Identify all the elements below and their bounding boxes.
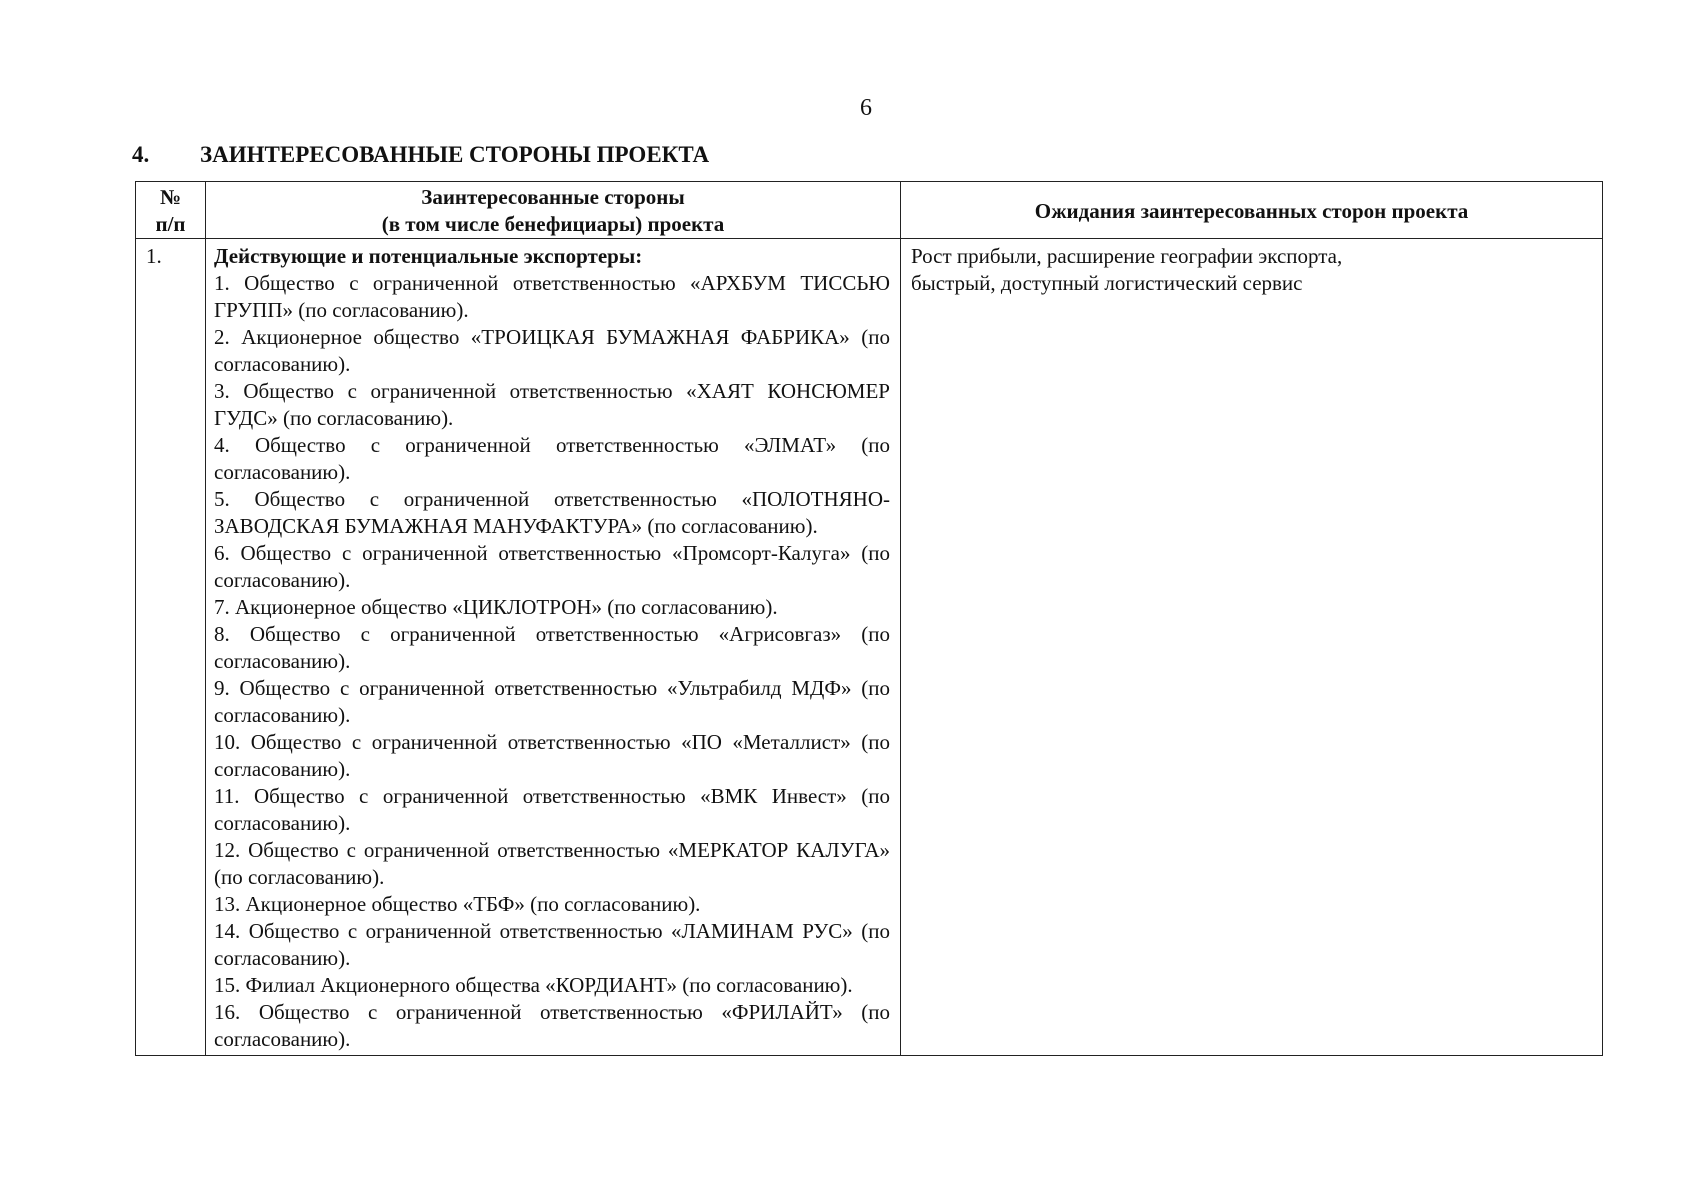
party-item: 16. Общество с ограниченной ответственностью «ФРИЛАЙТ» (по согласованию). — [214, 1000, 890, 1051]
page-number: 6 — [860, 95, 872, 121]
party-item: 2. Акционерное общество «ТРОИЦКАЯ БУМАЖНАЯ ФАБРИКА» (по согласованию). — [214, 325, 890, 376]
expectation-line: быстрый, доступный логистический сервис — [911, 271, 1303, 295]
section-title: ЗАИНТЕРЕСОВАННЫЕ СТОРОНЫ ПРОЕКТА — [200, 142, 710, 167]
party-item: 12. Общество с ограниченной ответственностью «МЕРКАТОР КАЛУГА» (по согласованию). — [214, 838, 890, 889]
party-item: 13. Акционерное общество «ТБФ» (по согласованию). — [214, 892, 701, 916]
row-expectations — [901, 239, 1603, 1056]
table-header-row — [136, 182, 1603, 239]
header-number-line1: № — [159, 185, 182, 209]
party-item: 4. Общество с ограниченной ответственностью «ЭЛМАТ» (по согласованию). — [214, 433, 890, 484]
party-item: 14. Общество с ограниченной ответственностью «ЛАМИНАМ РУС» (по согласованию). — [214, 919, 890, 970]
party-item: 1. Общество с ограниченной ответственностью «АРХБУМ ТИССЬЮ ГРУПП» (по согласованию). — [214, 271, 890, 322]
header-parties — [206, 182, 901, 239]
party-item: 9. Общество с ограниченной ответственностью «Ультрабилд МДФ» (по согласованию). — [214, 676, 890, 727]
section-number: 4. — [132, 142, 150, 167]
party-item: 3. Общество с ограниченной ответственностью «ХАЯТ КОНСЮМЕР ГУДС» (по согласованию). — [214, 379, 890, 430]
expectation-line: Рост прибыли, расширение географии экспорта, — [911, 244, 1343, 268]
header-expectations: Ожидания заинтересованных сторон проекта — [901, 182, 1603, 239]
section-heading — [132, 142, 709, 168]
stakeholders-table — [135, 181, 1603, 1056]
group-title: Действующие и потенциальные экспортеры: — [214, 244, 643, 268]
row-parties — [206, 239, 901, 1056]
header-number — [136, 182, 206, 239]
party-item: 7. Акционерное общество «ЦИКЛОТРОН» (по согласованию). — [214, 595, 778, 619]
table-row — [136, 239, 1603, 1056]
party-item: 5. Общество с ограниченной ответственностью «ПОЛОТНЯНО-ЗАВОДСКАЯ БУМАЖНАЯ МАНУФАКТУРА» (по согласованию). — [214, 487, 890, 538]
party-item: 11. Общество с ограниченной ответственностью «ВМК Инвест» (по согласованию). — [214, 784, 890, 835]
header-parties-line1: Заинтересованные стороны — [421, 185, 685, 209]
party-item: 6. Общество с ограниченной ответственностью «Промсорт-Калуга» (по согласованию). — [214, 541, 890, 592]
party-item: 8. Общество с ограниченной ответственностью «Агрисовгаз» (по согласованию). — [214, 622, 890, 673]
row-number: 1. — [136, 239, 206, 1056]
header-number-line2: п/п — [155, 212, 186, 236]
header-parties-line2: (в том числе бенефициары) проекта — [381, 212, 725, 236]
party-item: 15. Филиал Акционерного общества «КОРДИАНТ» (по согласованию). — [214, 973, 853, 997]
party-item: 10. Общество с ограниченной ответственностью «ПО «Металлист» (по согласованию). — [214, 730, 890, 781]
